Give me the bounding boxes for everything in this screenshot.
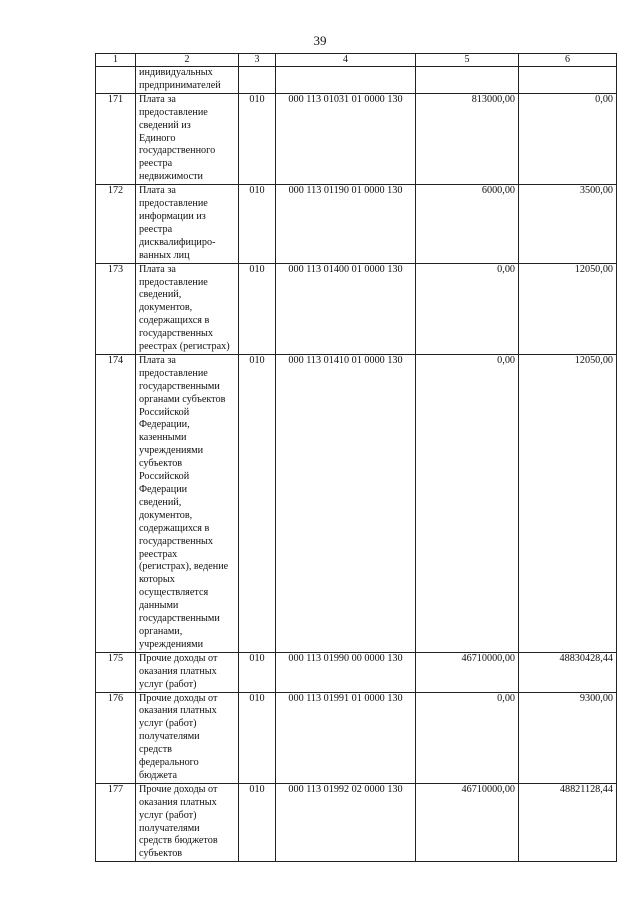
row-name: Плата за предоставление сведений, документов, содержащихся в государственных реестрах (регистрах) xyxy=(136,263,239,354)
table-row xyxy=(96,652,617,692)
row-name: Плата за предоставление сведений из Единого государственного реестра недвижимости xyxy=(136,93,239,184)
row-amount-col5: 6000,00 xyxy=(416,185,519,263)
row-amount-col6: 12050,00 xyxy=(519,263,617,354)
row-number: 174 xyxy=(96,354,136,652)
continuation-kbk-cell xyxy=(276,67,416,94)
table-row xyxy=(96,93,617,184)
table-row xyxy=(96,263,617,354)
row-amount-col6: 48830428,44 xyxy=(519,652,617,692)
row-kbk: 000 113 01991 01 0000 130 xyxy=(276,692,416,783)
row-name: Плата за предоставление государственными органами субъектов Российской Федерации, казенными учреждениями субъектов Российской Федерации сведений, документов, содержащихся в государственных реестрах (регистрах), ведение которых осуществляется данными государственными органами, учреждениями xyxy=(136,354,239,652)
row-number: 176 xyxy=(96,692,136,783)
continuation-amount5-cell xyxy=(416,67,519,94)
row-name: Плата за предоставление информации из реестра дисквалифициро- ванных лиц xyxy=(136,185,239,263)
row-amount-col5: 0,00 xyxy=(416,692,519,783)
row-kbk: 000 113 01990 00 0000 130 xyxy=(276,652,416,692)
row-name: Прочие доходы от оказания платных услуг (работ) xyxy=(136,652,239,692)
column-header-4: 4 xyxy=(276,54,416,67)
row-number: 173 xyxy=(96,263,136,354)
row-code: 010 xyxy=(239,185,276,263)
row-code: 010 xyxy=(239,93,276,184)
row-amount-col5: 46710000,00 xyxy=(416,783,519,861)
table-row xyxy=(96,692,617,783)
column-header-6: 6 xyxy=(519,54,617,67)
page-number: 39 xyxy=(313,33,327,48)
row-amount-col6: 48821128,44 xyxy=(519,783,617,861)
row-name: Прочие доходы от оказания платных услуг (работ) получателями средств бюджетов субъектов xyxy=(136,783,239,861)
continuation-name-cell: индивидуальных предпринимателей xyxy=(136,67,239,94)
row-name: Прочие доходы от оказания платных услуг (работ) получателями средств федерального бюджета xyxy=(136,692,239,783)
row-amount-col6: 0,00 xyxy=(519,93,617,184)
revenue-table xyxy=(95,53,617,862)
row-number: 172 xyxy=(96,185,136,263)
column-header-2: 2 xyxy=(136,54,239,67)
row-code: 010 xyxy=(239,354,276,652)
column-header-3: 3 xyxy=(239,54,276,67)
table-row xyxy=(96,185,617,263)
row-amount-col6: 9300,00 xyxy=(519,692,617,783)
row-amount-col5: 0,00 xyxy=(416,354,519,652)
table-row xyxy=(96,354,617,652)
column-header-5: 5 xyxy=(416,54,519,67)
row-code: 010 xyxy=(239,652,276,692)
row-amount-col6: 12050,00 xyxy=(519,354,617,652)
continuation-amount6-cell xyxy=(519,67,617,94)
row-kbk: 000 113 01992 02 0000 130 xyxy=(276,783,416,861)
row-number: 171 xyxy=(96,93,136,184)
row-amount-col6: 3500,00 xyxy=(519,185,617,263)
row-amount-col5: 46710000,00 xyxy=(416,652,519,692)
row-amount-col5: 813000,00 xyxy=(416,93,519,184)
row-kbk: 000 113 01410 01 0000 130 xyxy=(276,354,416,652)
continuation-code-cell xyxy=(239,67,276,94)
header-row xyxy=(96,54,617,67)
row-number: 175 xyxy=(96,652,136,692)
row-code: 010 xyxy=(239,783,276,861)
column-header-1: 1 xyxy=(96,54,136,67)
row-kbk: 000 113 01400 01 0000 130 xyxy=(276,263,416,354)
continuation-num-cell xyxy=(96,67,136,94)
row-number: 177 xyxy=(96,783,136,861)
table-row xyxy=(96,783,617,861)
row-code: 010 xyxy=(239,692,276,783)
row-amount-col5: 0,00 xyxy=(416,263,519,354)
continuation-row xyxy=(96,67,617,94)
row-code: 010 xyxy=(239,263,276,354)
row-kbk: 000 113 01190 01 0000 130 xyxy=(276,185,416,263)
row-kbk: 000 113 01031 01 0000 130 xyxy=(276,93,416,184)
